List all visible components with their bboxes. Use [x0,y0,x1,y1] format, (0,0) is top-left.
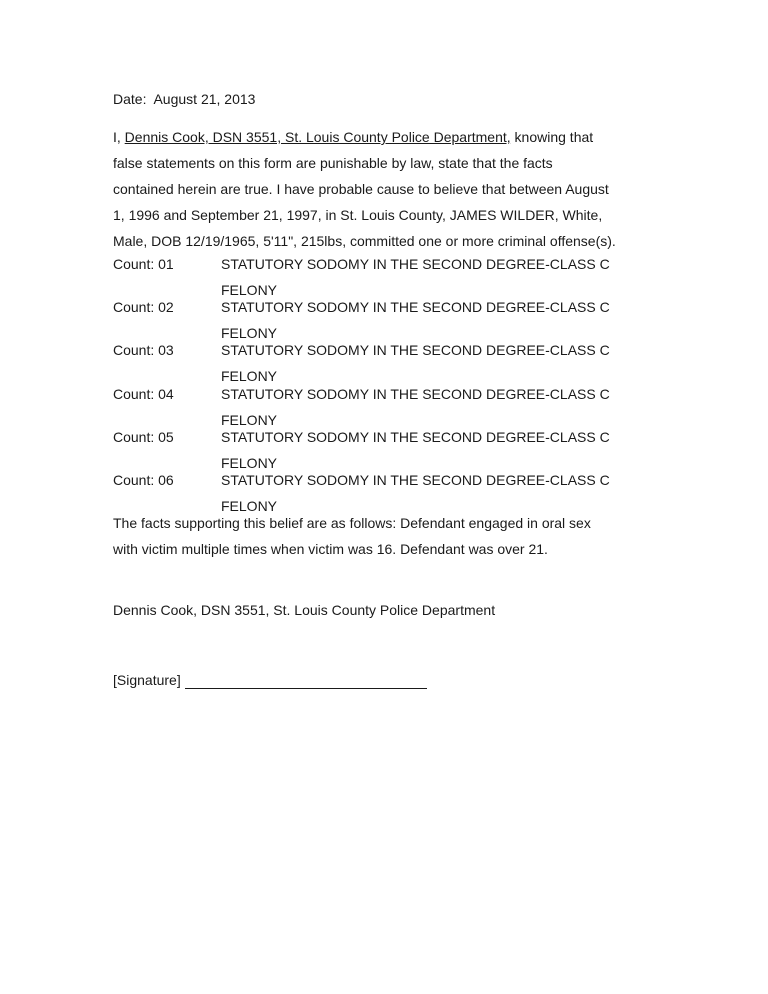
facts-line-2: with victim multiple times when victim was 16. Defendant was over 21. [113,541,548,557]
count-label: Count: 04 [113,385,174,402]
signature-block [113,671,427,689]
statement-prefix: I, [113,129,125,145]
facts-line-1: The facts supporting this belief are as follows: Defendant engaged in oral sex [113,515,591,531]
charge-line-1: STATUTORY SODOMY IN THE SECOND DEGREE-CLASS C [221,471,610,488]
charge-line-1: STATUTORY SODOMY IN THE SECOND DEGREE-CLASS C [221,299,610,316]
count-label: Count: 05 [113,428,174,445]
count-item [113,255,673,298]
statement-line-3: contained herein are true. I have probable cause to believe that between August [113,181,609,197]
count-item [113,385,673,428]
signature-label: [Signature] [113,672,181,688]
charge-line-2: FELONY [221,497,278,514]
charge-line-2: FELONY [221,325,278,342]
charge-line-1: STATUTORY SODOMY IN THE SECOND DEGREE-CLASS C [221,256,610,272]
statement-line-2: false statements on this form are punishable by law, state that the facts [113,155,553,171]
count-item [113,428,673,471]
statement-line-1 [113,124,673,150]
statement-line-4: 1, 1996 and September 21, 1997, in St. Louis County, JAMES WILDER, White, [113,207,603,223]
charge-line-1: STATUTORY SODOMY IN THE SECOND DEGREE-CLASS C [221,428,610,445]
counts-list [113,255,673,514]
statement-line-5: Male, DOB 12/19/1965, 5'11", 215lbs, committed one or more criminal offense(s). [113,233,616,249]
count-label: Count: 01 [113,256,174,272]
charge-line-2: FELONY [221,454,278,471]
count-item [113,298,673,341]
officer-line: Dennis Cook, DSN 3551, St. Louis County Police Department [113,602,496,618]
date-line: Date: August 21, 2013 [113,91,256,107]
charge-line-1: STATUTORY SODOMY IN THE SECOND DEGREE-CLASS C [221,385,610,402]
charge-line-1: STATUTORY SODOMY IN THE SECOND DEGREE-CLASS C [221,342,610,359]
statement-line-1-suffix: knowing that [510,129,594,145]
count-item [113,471,673,514]
probable-cause-statement [113,124,673,254]
count-label: Count: 03 [113,342,174,359]
count-label: Count: 06 [113,471,174,488]
count-item [113,341,673,384]
officer-identification: Dennis Cook, DSN 3551, St. Louis County Police Department, [124,129,511,145]
charge-line-2: FELONY [221,282,278,298]
facts-paragraph [113,510,673,562]
charge-line-2: FELONY [221,368,278,385]
signature-line [185,675,427,689]
charge-line-2: FELONY [221,411,278,428]
count-label: Count: 02 [113,299,174,316]
